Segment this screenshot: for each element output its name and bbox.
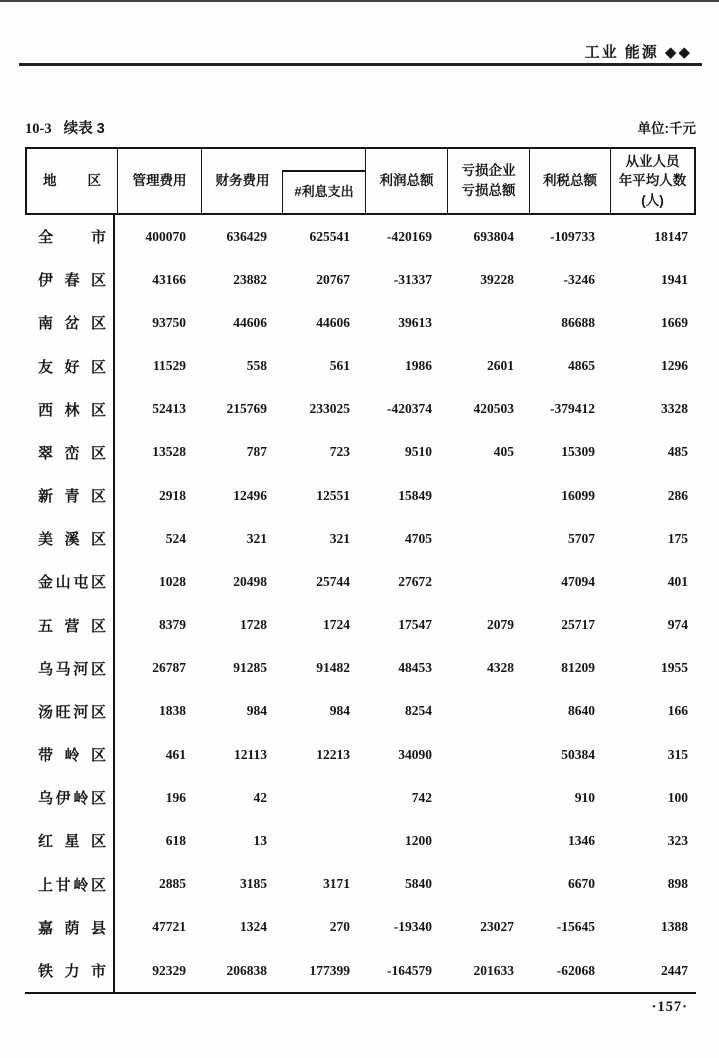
value-cell: 91482 xyxy=(316,660,350,676)
value-cell: 323 xyxy=(667,832,688,848)
table-row xyxy=(25,517,696,560)
value-cell: 1724 xyxy=(323,617,350,633)
table-row xyxy=(25,560,696,603)
value-cell: 86688 xyxy=(561,314,595,330)
value-cell: 723 xyxy=(329,444,350,460)
value-cell: -3246 xyxy=(563,271,595,287)
value-cell: 175 xyxy=(667,530,688,546)
region-name: 铁力市 xyxy=(38,963,106,980)
header-cell-loss-total: 亏损企业 亏损总额 xyxy=(447,149,529,213)
value-cell: 742 xyxy=(411,789,432,805)
table-number: 10-3 xyxy=(25,121,52,137)
value-cell: 1838 xyxy=(159,703,186,719)
value-cell: 12113 xyxy=(233,746,267,762)
header-cell-interest-payout: #利息支出 xyxy=(282,170,365,213)
value-cell: 984 xyxy=(246,703,267,719)
value-cell: -19340 xyxy=(393,919,432,935)
table-row xyxy=(25,863,696,906)
value-cell: 20767 xyxy=(316,271,350,287)
region-cell xyxy=(25,733,115,776)
table-row xyxy=(25,388,696,431)
region-cell xyxy=(25,215,115,258)
value-cell: 92329 xyxy=(152,962,186,978)
value-cell: 196 xyxy=(165,789,186,805)
value-cell: 20498 xyxy=(233,573,267,589)
value-cell: 44606 xyxy=(233,314,267,330)
value-cell: 1324 xyxy=(240,919,267,935)
region-name: 伊春区 xyxy=(38,272,106,290)
value-cell: 15309 xyxy=(561,444,595,460)
value-cell: 25744 xyxy=(316,573,350,589)
statistics-table xyxy=(25,147,696,994)
region-name: 汤旺河区 xyxy=(38,703,106,721)
value-cell: 43166 xyxy=(152,271,186,287)
value-cell xyxy=(445,863,527,906)
value-cell: 3171 xyxy=(323,876,350,892)
table-row xyxy=(25,949,696,992)
value-cell: 1346 xyxy=(568,832,595,848)
region-name: 乌伊岭区 xyxy=(38,790,106,808)
value-cell: 974 xyxy=(667,617,688,633)
value-cell: 1728 xyxy=(240,617,267,633)
value-cell: 215769 xyxy=(226,401,267,417)
value-cell: 5707 xyxy=(568,530,595,546)
value-cell: 12551 xyxy=(316,487,350,503)
table-row xyxy=(25,647,696,690)
chapter-header-rule xyxy=(19,63,702,66)
value-cell: 18147 xyxy=(654,228,688,244)
value-cell: 201633 xyxy=(473,962,514,978)
value-cell: 400070 xyxy=(145,228,186,244)
region-cell xyxy=(25,560,115,603)
value-cell: 618 xyxy=(165,832,186,848)
region-name: 西林区 xyxy=(38,401,106,419)
value-cell: 6670 xyxy=(568,876,595,892)
region-cell xyxy=(25,258,115,301)
value-cell: 16099 xyxy=(561,487,595,503)
table-row xyxy=(25,431,696,474)
table-row xyxy=(25,215,696,258)
value-cell: 401 xyxy=(667,573,688,589)
region-name: 带岭区 xyxy=(38,747,106,765)
value-cell: 93750 xyxy=(152,314,186,330)
region-name: 红星区 xyxy=(38,833,106,851)
region-name: 新青区 xyxy=(38,488,106,506)
value-cell: 787 xyxy=(246,444,267,460)
value-cell: 693804 xyxy=(473,228,514,244)
value-cell: 23027 xyxy=(480,919,514,935)
value-cell: -420374 xyxy=(387,401,432,417)
value-cell: 48453 xyxy=(398,660,432,676)
value-cell: 4328 xyxy=(487,660,514,676)
region-name: 翠峦区 xyxy=(38,444,106,462)
region-name: 五营区 xyxy=(38,617,106,635)
region-name: 全市 xyxy=(38,229,106,247)
value-cell: 47094 xyxy=(561,573,595,589)
value-cell: 11529 xyxy=(152,358,186,374)
region-name: 上甘岭区 xyxy=(38,876,106,894)
region-cell xyxy=(25,517,115,560)
value-cell: 100 xyxy=(667,789,688,805)
value-cell: 321 xyxy=(329,530,350,546)
value-cell: -15645 xyxy=(556,919,595,935)
value-cell: 636429 xyxy=(226,228,267,244)
region-cell xyxy=(25,474,115,517)
value-cell: 1986 xyxy=(405,358,432,374)
top-edge-rule xyxy=(0,0,719,2)
value-cell xyxy=(445,474,527,517)
table-row xyxy=(25,345,696,388)
region-cell xyxy=(25,388,115,431)
value-cell: -164579 xyxy=(387,962,432,978)
table-row xyxy=(25,906,696,949)
value-cell: 910 xyxy=(574,789,595,805)
value-cell: 91285 xyxy=(233,660,267,676)
header-cell-total-profit: 利润总额 xyxy=(365,149,447,213)
value-cell: 9510 xyxy=(405,444,432,460)
table-row xyxy=(25,733,696,776)
value-cell: 2885 xyxy=(159,876,186,892)
value-cell: -420169 xyxy=(387,228,432,244)
region-name: 乌马河区 xyxy=(38,660,106,678)
value-cell: -62068 xyxy=(556,962,595,978)
value-cell: 8379 xyxy=(159,617,186,633)
value-cell: 405 xyxy=(493,444,514,460)
table-row xyxy=(25,301,696,344)
value-cell xyxy=(280,776,363,819)
value-cell: 26787 xyxy=(152,660,186,676)
value-cell: 561 xyxy=(329,358,350,374)
region-cell xyxy=(25,431,115,474)
page-number: ·157· xyxy=(651,999,688,1015)
value-cell: 558 xyxy=(246,358,267,374)
value-cell: 4705 xyxy=(405,530,432,546)
table-row xyxy=(25,819,696,862)
value-cell xyxy=(445,517,527,560)
region-cell xyxy=(25,647,115,690)
value-cell: 34090 xyxy=(398,746,432,762)
value-cell: 39613 xyxy=(398,314,432,330)
value-cell: 2601 xyxy=(487,358,514,374)
region-cell xyxy=(25,301,115,344)
region-cell xyxy=(25,863,115,906)
region-name: 美溪区 xyxy=(38,531,106,549)
value-cell: 1296 xyxy=(661,358,688,374)
region-cell xyxy=(25,819,115,862)
value-cell: 1028 xyxy=(159,573,186,589)
table-continued-label: 续表 3 xyxy=(63,121,105,137)
value-cell: 420503 xyxy=(473,401,514,417)
value-cell: 50384 xyxy=(561,746,595,762)
value-cell: -379412 xyxy=(550,401,595,417)
value-cell: 2447 xyxy=(661,962,688,978)
header-cell-staff-count: 从业人员 年平均人数 (人) xyxy=(610,149,694,213)
value-cell: 286 xyxy=(667,487,688,503)
region-name: 南岔区 xyxy=(38,315,106,333)
value-cell: 13 xyxy=(253,832,267,848)
value-cell: 12496 xyxy=(233,487,267,503)
unit-label: 单位:千元 xyxy=(637,121,696,136)
value-cell: 5840 xyxy=(405,876,432,892)
value-cell: 984 xyxy=(329,703,350,719)
value-cell: 4865 xyxy=(568,358,595,374)
table-body xyxy=(25,215,696,994)
region-cell xyxy=(25,345,115,388)
value-cell: 270 xyxy=(329,919,350,935)
value-cell xyxy=(445,301,527,344)
value-cell: 25717 xyxy=(561,617,595,633)
value-cell: 1941 xyxy=(661,271,688,287)
value-cell: 321 xyxy=(246,530,267,546)
region-cell xyxy=(25,604,115,647)
region-name: 嘉荫县 xyxy=(38,919,106,937)
table-row xyxy=(25,776,696,819)
value-cell: 461 xyxy=(165,746,186,762)
value-cell: 485 xyxy=(667,444,688,460)
table-row xyxy=(25,474,696,517)
value-cell: 625541 xyxy=(309,228,350,244)
header-cell-management-expense: 管理费用 xyxy=(117,149,201,213)
table-caption xyxy=(25,117,105,138)
value-cell: 177399 xyxy=(309,962,350,978)
value-cell: 13528 xyxy=(152,444,186,460)
value-cell: 2079 xyxy=(487,617,514,633)
header-cell-financial-expense xyxy=(201,149,365,213)
value-cell: 39228 xyxy=(480,271,514,287)
value-cell: 1669 xyxy=(661,314,688,330)
value-cell: 81209 xyxy=(561,660,595,676)
value-cell xyxy=(445,733,527,776)
value-cell: 17547 xyxy=(398,617,432,633)
financial-expense-label: 财务费用 xyxy=(215,173,270,189)
value-cell: 44606 xyxy=(316,314,350,330)
region-name: 金山屯区 xyxy=(38,574,106,592)
value-cell xyxy=(280,819,363,862)
value-cell: 15849 xyxy=(398,487,432,503)
value-cell: 3328 xyxy=(661,401,688,417)
value-cell: -109733 xyxy=(550,228,595,244)
region-cell xyxy=(25,906,115,949)
value-cell: 23882 xyxy=(233,271,267,287)
value-cell: 52413 xyxy=(152,401,186,417)
value-cell: 166 xyxy=(667,703,688,719)
header-cell-profit-tax-total: 利税总额 xyxy=(529,149,610,213)
region-cell xyxy=(25,949,115,992)
caption-row xyxy=(25,117,696,138)
value-cell: 47721 xyxy=(152,919,186,935)
value-cell: 315 xyxy=(667,746,688,762)
table-header-row xyxy=(25,147,696,215)
value-cell: 42 xyxy=(253,789,267,805)
chapter-header: 工业 能源 ◆◆ xyxy=(584,44,692,61)
value-cell: 233025 xyxy=(309,401,350,417)
value-cell: 8254 xyxy=(405,703,432,719)
value-cell xyxy=(445,560,527,603)
region-cell xyxy=(25,690,115,733)
value-cell: 8640 xyxy=(568,703,595,719)
value-cell: -31337 xyxy=(393,271,432,287)
region-name: 友好区 xyxy=(38,358,106,376)
table-row xyxy=(25,690,696,733)
table-row xyxy=(25,604,696,647)
value-cell xyxy=(445,819,527,862)
value-cell: 898 xyxy=(667,876,688,892)
value-cell xyxy=(445,690,527,733)
value-cell: 206838 xyxy=(226,962,267,978)
table-row xyxy=(25,258,696,301)
value-cell: 1200 xyxy=(405,832,432,848)
value-cell: 3185 xyxy=(240,876,267,892)
value-cell: 524 xyxy=(165,530,186,546)
value-cell: 2918 xyxy=(159,487,186,503)
value-cell xyxy=(445,776,527,819)
value-cell: 1955 xyxy=(661,660,688,676)
value-cell: 12213 xyxy=(316,746,350,762)
region-cell xyxy=(25,776,115,819)
value-cell: 1388 xyxy=(661,919,688,935)
header-cell-region: 地区 xyxy=(43,173,101,189)
value-cell: 27672 xyxy=(398,573,432,589)
